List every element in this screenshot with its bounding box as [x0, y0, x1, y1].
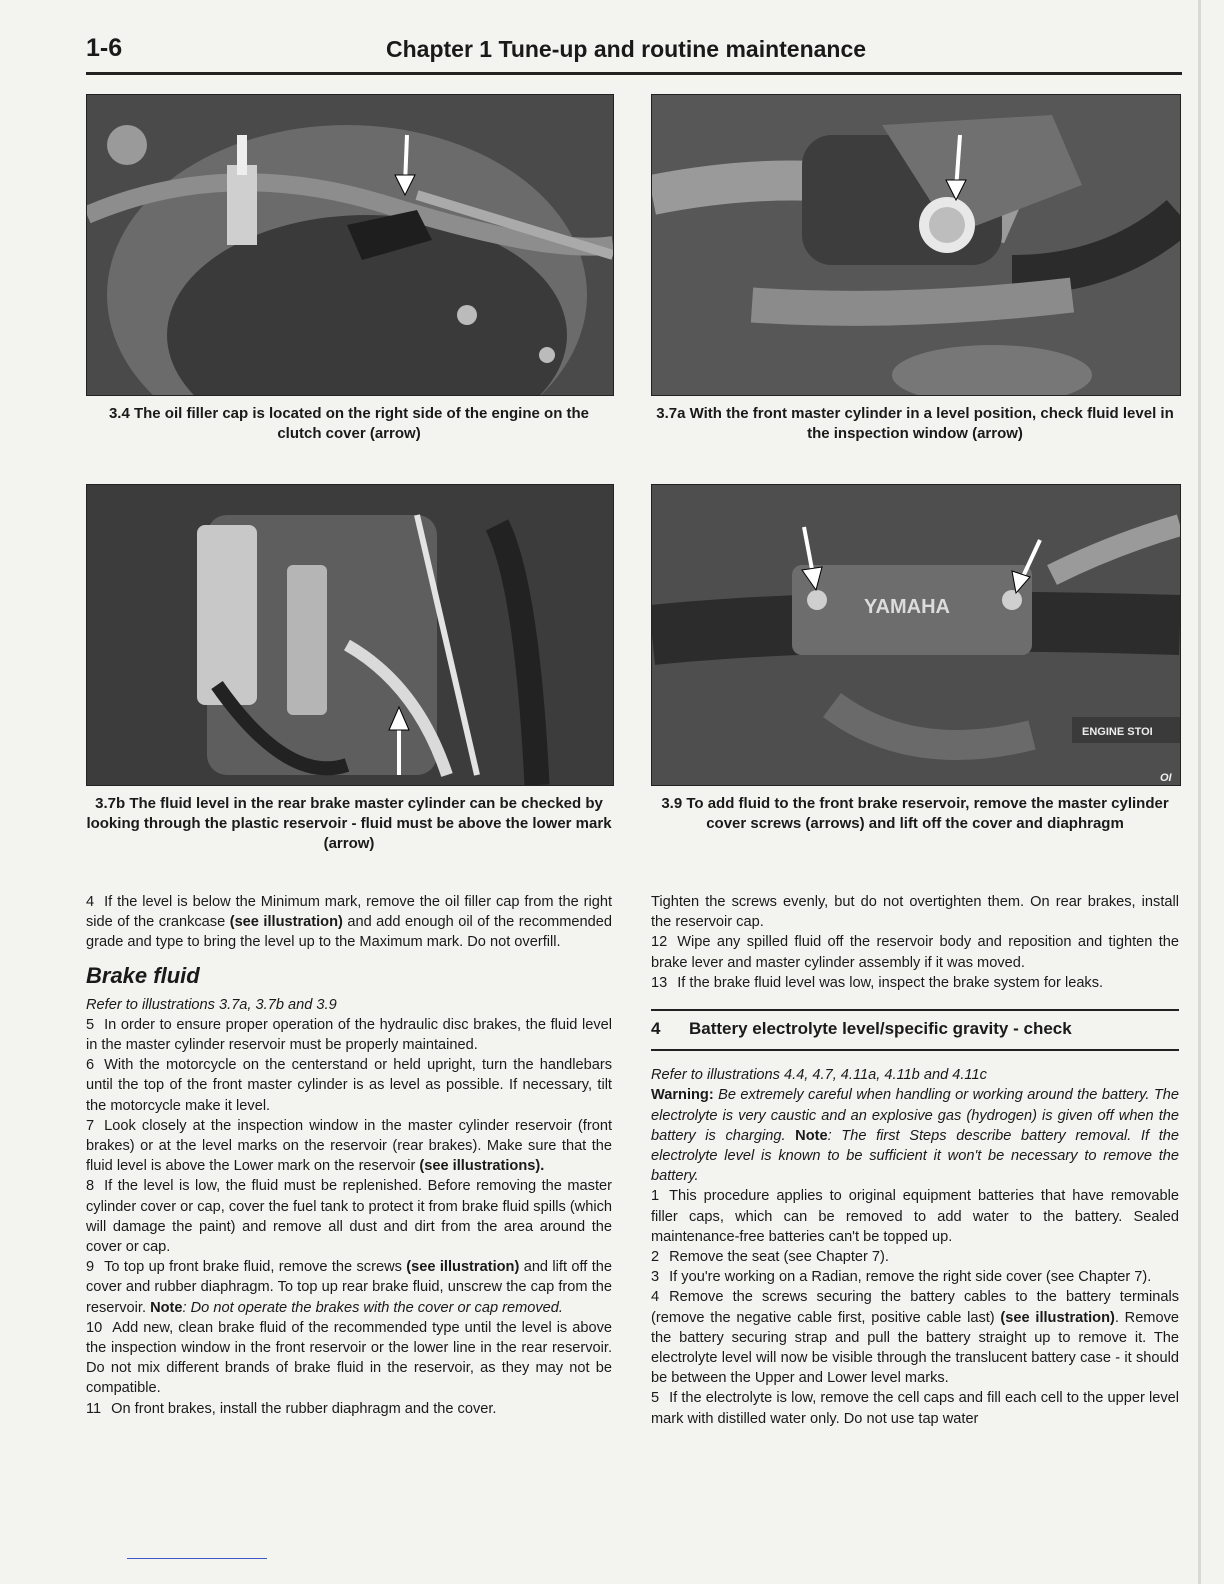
paragraph-text: If the electrolyte is low, remove the cell caps and fill each cell to the upper level mark with distilled water only. Do not use tap water: [651, 1390, 1179, 1427]
paragraph-number: 13: [651, 974, 668, 991]
paragraph-number: 12: [651, 934, 668, 951]
paragraph-text: . Remove the battery securing strap and pull the battery straight up to remove it. The electrolyte level will now be visible through the translucent battery case - it should be between the Upper and Lower level marks.: [651, 1309, 1179, 1387]
warning-text: Be extremely careful when handling or working around the battery. The electrolyte is very caustic and an explosive gas (hydrogen) is given off when the battery is charging.: [651, 1087, 1179, 1144]
paragraph-text: On front brakes, install the rubber diaphragm and the cover.: [111, 1400, 497, 1417]
note-text: : Do not operate the brakes with the cover or cap removed.: [182, 1299, 563, 1316]
caption-3-7b: 3.7b The fluid level in the rear brake master cylinder can be checked by looking through the plastic reservoir - fluid must be above the lower mark (arrow): [86, 795, 612, 852]
footer-link-underline: [127, 1558, 267, 1559]
paragraph-number: 5: [651, 1390, 660, 1407]
paragraph-8: [86, 1176, 612, 1257]
battery-paragraph-5: [651, 1388, 1179, 1428]
paragraph-number: 3: [651, 1269, 660, 1286]
paragraph-text: If the brake fluid level was low, inspect the brake system for leaks.: [677, 974, 1104, 991]
paragraph-text: In order to ensure proper operation of the hydraulic disc brakes, the fluid level in the master cylinder reservoir must be properly maintained.: [86, 1016, 612, 1054]
battery-paragraph-1: [651, 1186, 1179, 1247]
paragraph-text: Look closely at the inspection window in the master cylinder reservoir (front brakes) or at the level marks on the reservoir (rear brakes). Make sure that the fluid level is above the Lower mark on the reservoir: [86, 1117, 612, 1175]
refer-illustrations: Refer to illustrations 4.4, 4.7, 4.11a, 4.11b and 4.11c: [651, 1067, 987, 1084]
paragraph-number: 10: [86, 1319, 103, 1336]
refer-illustrations: Refer to illustrations 3.7a, 3.7b and 3.9: [86, 996, 337, 1013]
paragraph-5: [86, 1015, 612, 1055]
paragraph-number: 5: [86, 1016, 95, 1033]
paragraph-12: [651, 932, 1179, 972]
paragraph-text: and add enough oil of the recommended grade and type to bring the level up to the Maximum mark. Do not overfill.: [86, 914, 613, 951]
battery-paragraph-3: [651, 1267, 1179, 1287]
caption-3-7a: 3.7a With the front master cylinder in a level position, check fluid level in the inspection window (arrow): [656, 405, 1174, 442]
paragraph-text: To top up front brake fluid, remove the screws: [104, 1259, 407, 1276]
paragraph-text: Add new, clean brake fluid of the recommended type until the level is above the inspection window in the front reservoir or the lower line in the rear reservoir. Do not mix different brands of brake fluid in the reservoir, as they may not be compatible.: [86, 1319, 612, 1397]
paragraph-number: 9: [86, 1259, 95, 1276]
section-number: 4: [651, 1019, 661, 1039]
paragraph-number: 4: [86, 894, 95, 910]
section-heading-brake-fluid: Brake fluid: [86, 962, 200, 988]
paragraph-text: If the level is below the Minimum mark, remove the oil filler cap from the right side of the crankcase: [86, 894, 612, 931]
paragraph-number: 1: [651, 1188, 660, 1205]
battery-paragraph-4: [651, 1287, 1179, 1388]
paragraph-7: [86, 1116, 612, 1177]
page-number: 1-6: [86, 34, 123, 62]
paragraph-4: [86, 892, 612, 953]
right-text-column: [651, 892, 1179, 1429]
paragraph-text: Wipe any spilled fluid off the reservoir body and reposition and tighten the brake lever and master cylinder assembly if it was moved.: [651, 934, 1179, 971]
header-rule: [86, 72, 1182, 75]
photo-3-4-engine-oil-filler-cap: [86, 94, 614, 396]
paragraph-11: [86, 1399, 612, 1419]
paragraph-text: Remove the screws securing the battery cables to the battery terminals (remove the negative cable first, positive cable last): [651, 1289, 1179, 1326]
paragraph-text: With the motorcycle on the centerstand or held upright, turn the handlebars until the top of the front master cylinder is as level as possible. If necessary, tilt the motorcycle make it level.: [86, 1057, 612, 1114]
paragraph-13: [651, 973, 1179, 993]
paragraph-11-continued: Tighten the screws evenly, but do not overtighten them. On rear brakes, install the reservoir cap.: [651, 894, 1179, 931]
paragraph-number: 4: [651, 1289, 660, 1306]
paragraph-number: 7: [86, 1117, 95, 1134]
paragraph-text: Remove the seat (see Chapter 7).: [669, 1249, 889, 1266]
paragraph-text: If the level is low, the fluid must be replenished. Before removing the master cylinder cover or cap, cover the fuel tank to protect it from brake fluid spills (which will damage the paint) and remove all dust and dirt from the area around the cover or cap.: [86, 1178, 612, 1256]
paragraph-text: and lift off the cover and rubber diaphragm. To top up rear brake fluid, unscrew the cap from the reservoir.: [86, 1259, 612, 1316]
paragraph-number: 6: [86, 1057, 95, 1074]
note-label: Note: [795, 1127, 828, 1144]
illustration-ref: (see illustrations).: [419, 1158, 545, 1175]
photo-off-label: OI: [1160, 772, 1172, 784]
section-title: Battery electrolyte level/specific gravity - check: [689, 1019, 1072, 1039]
paragraph-number: 8: [86, 1178, 95, 1195]
warning-label: Warning:: [651, 1087, 714, 1104]
illustration-ref: (see illustration): [406, 1259, 520, 1276]
photo-brand-label: YAMAHA: [864, 596, 950, 618]
paragraph-number: 11: [86, 1400, 102, 1417]
paragraph-text: This procedure applies to original equipment batteries that have removable filler caps, which can be removed to add water to the battery. Sealed maintenance-free batteries can't be topped up.: [651, 1188, 1179, 1245]
photo-3-9-master-cylinder-cover-screws: [651, 484, 1181, 786]
section-heading-battery: [651, 1009, 1179, 1051]
photo-3-7a-front-master-cylinder: [651, 94, 1181, 396]
chapter-title: Chapter 1 Tune-up and routine maintenance: [386, 36, 867, 62]
page-edge-shadow: [1198, 0, 1201, 1584]
photo-engine-stop-label: ENGINE STOI: [1082, 726, 1153, 738]
illustration-ref: (see illustration): [1000, 1309, 1115, 1326]
paragraph-10: [86, 1318, 612, 1399]
note-text: : The first Steps describe battery removal. If the electrolyte level is known to be sufficient it won't be necessary to remove the battery.: [651, 1127, 1179, 1185]
left-text-column: [86, 892, 612, 1419]
battery-paragraph-2: [651, 1247, 1179, 1267]
warning-paragraph: [651, 1085, 1179, 1186]
caption-3-4: 3.4 The oil filler cap is located on the right side of the engine on the clutch cover (arrow): [108, 405, 590, 442]
photo-3-7b-rear-brake-reservoir: [86, 484, 614, 786]
paragraph-9: [86, 1257, 612, 1318]
caption-3-9: 3.9 To add fluid to the front brake reservoir, remove the master cylinder cover screws (arrows) and lift off the cover and diaphragm: [661, 795, 1169, 832]
illustration-ref: (see illustration): [229, 914, 343, 931]
page-header: [86, 34, 1180, 76]
paragraph-number: 2: [651, 1249, 660, 1266]
note-label: Note: [150, 1299, 183, 1316]
paragraph-6: [86, 1055, 612, 1116]
paragraph-text: If you're working on a Radian, remove the right side cover (see Chapter 7).: [669, 1269, 1152, 1286]
